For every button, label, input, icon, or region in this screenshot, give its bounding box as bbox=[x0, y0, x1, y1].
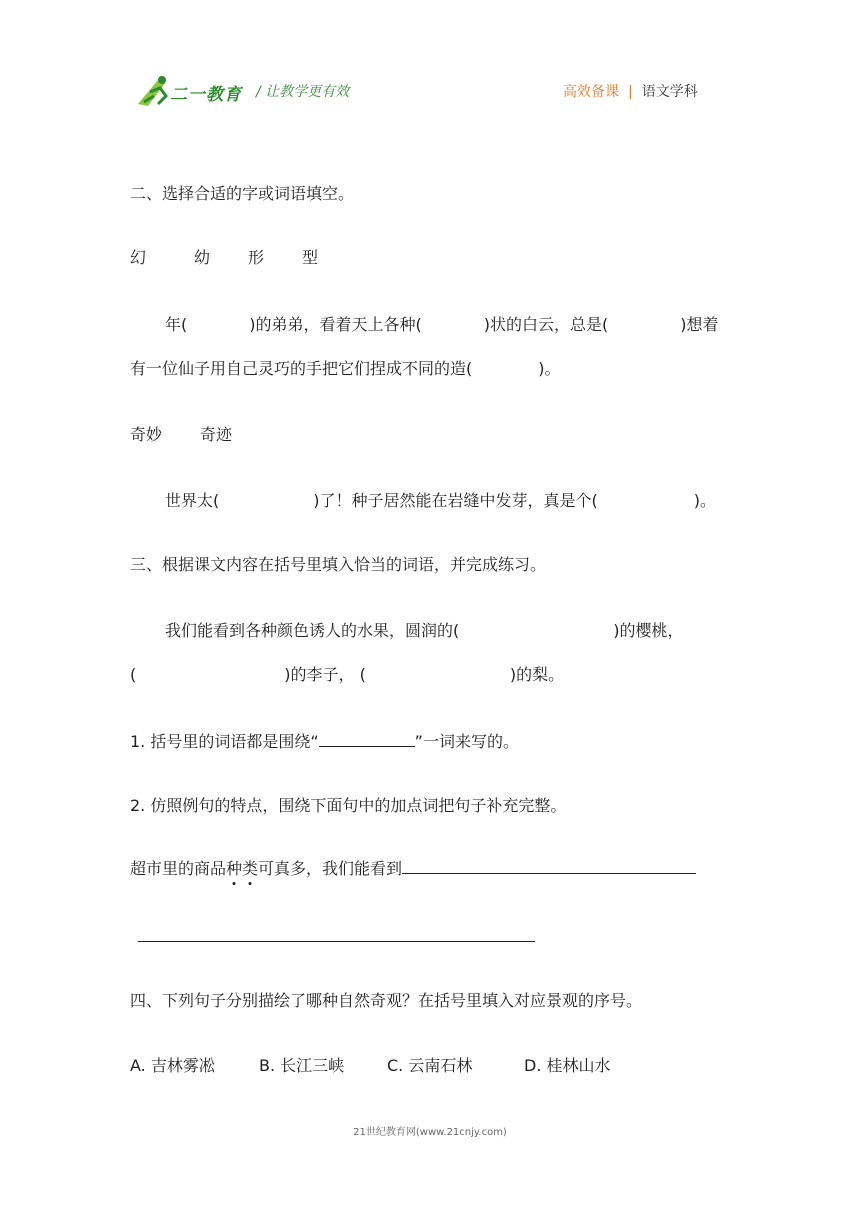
header-tagline: 高效备课 bbox=[563, 84, 619, 100]
question-2: 2. 仿照例句的特点，围绕下面句中的加点词把句子补充完整。 bbox=[130, 796, 567, 815]
sentence-text: 有一位仙子用自己灵巧的手把它们捏成不同的造( bbox=[130, 359, 473, 378]
logo-text: 二一教育 bbox=[170, 85, 242, 105]
sentence-text: )的弟弟，看着天上各种( bbox=[249, 315, 422, 334]
answer-underline[interactable] bbox=[138, 925, 535, 942]
options-row bbox=[130, 1055, 611, 1077]
paragraph-text: )的李子， ( bbox=[284, 665, 366, 684]
word-group-2 bbox=[130, 424, 232, 446]
header-subject: 语文学科 bbox=[641, 84, 698, 100]
option-b: B. 长江三峡 bbox=[259, 1056, 345, 1075]
word-option: 形 bbox=[248, 248, 265, 267]
sentence-text: 年( bbox=[165, 315, 188, 334]
paragraph-line-2 bbox=[130, 664, 564, 686]
question-text: ”一词来写的。 bbox=[414, 732, 519, 751]
sentence-text: )。 bbox=[538, 359, 561, 378]
sentence-text: 可真多，我们能看到 bbox=[258, 859, 403, 878]
sentence-text: 世界太( bbox=[165, 491, 220, 510]
paragraph-text: ( bbox=[130, 665, 137, 684]
paragraph-text: )的樱桃， bbox=[613, 621, 684, 640]
sentence-text: )想着 bbox=[680, 315, 719, 334]
sentence-text: )状的白云，总是( bbox=[483, 315, 609, 334]
word-option: 型 bbox=[302, 248, 319, 267]
option-d: D. 桂林山水 bbox=[524, 1056, 611, 1075]
answer-underline[interactable] bbox=[402, 857, 696, 874]
sentence-text: 超市里的商品 bbox=[130, 859, 227, 878]
option-c: C. 云南石林 bbox=[387, 1056, 473, 1075]
paragraph-text: )的梨。 bbox=[509, 665, 565, 684]
word-option: 奇迹 bbox=[200, 425, 233, 444]
question-text: 1. 括号里的词语都是围绕“ bbox=[130, 732, 319, 751]
paragraph-text: 我们能看到各种颜色诱人的水果，圆润的( bbox=[165, 621, 460, 640]
option-a: A. 吉林雾凇 bbox=[130, 1056, 215, 1075]
paragraph-line-1 bbox=[165, 620, 684, 642]
question-2-sentence bbox=[130, 857, 696, 880]
section3-title: 三、根据课文内容在括号里填入恰当的词语，并完成练习。 bbox=[130, 555, 547, 574]
sentence-2 bbox=[165, 490, 716, 512]
answer-underline[interactable] bbox=[319, 730, 415, 747]
sentence-1-line-1 bbox=[165, 314, 719, 336]
question-1 bbox=[130, 730, 519, 753]
page-header bbox=[0, 0, 860, 120]
sentence-text: )。 bbox=[693, 491, 716, 510]
sentence-text: )了！种子居然能在岩缝中发芽，真是个( bbox=[313, 491, 598, 510]
section4-title: 四、下列句子分别描绘了哪种自然奇观？在括号里填入对应景观的序号。 bbox=[130, 991, 643, 1010]
footer-text: 21世纪教育网(www.21cnjy.com) bbox=[353, 1127, 507, 1138]
answer-line-2 bbox=[138, 925, 535, 948]
word-option: 幼 bbox=[194, 248, 211, 267]
section2-title: 二、选择合适的字或词语填空。 bbox=[130, 184, 355, 203]
slogan: / 让教学更有效 bbox=[256, 84, 350, 100]
word-group-1 bbox=[130, 247, 318, 269]
header-right bbox=[563, 81, 698, 101]
dotted-word: 类 bbox=[242, 859, 259, 878]
word-option: 幻 bbox=[130, 248, 147, 267]
word-option: 奇妙 bbox=[130, 425, 163, 444]
header-separator: | bbox=[628, 84, 633, 100]
dotted-word: 种 bbox=[226, 859, 243, 878]
sentence-1-line-2 bbox=[130, 358, 561, 380]
